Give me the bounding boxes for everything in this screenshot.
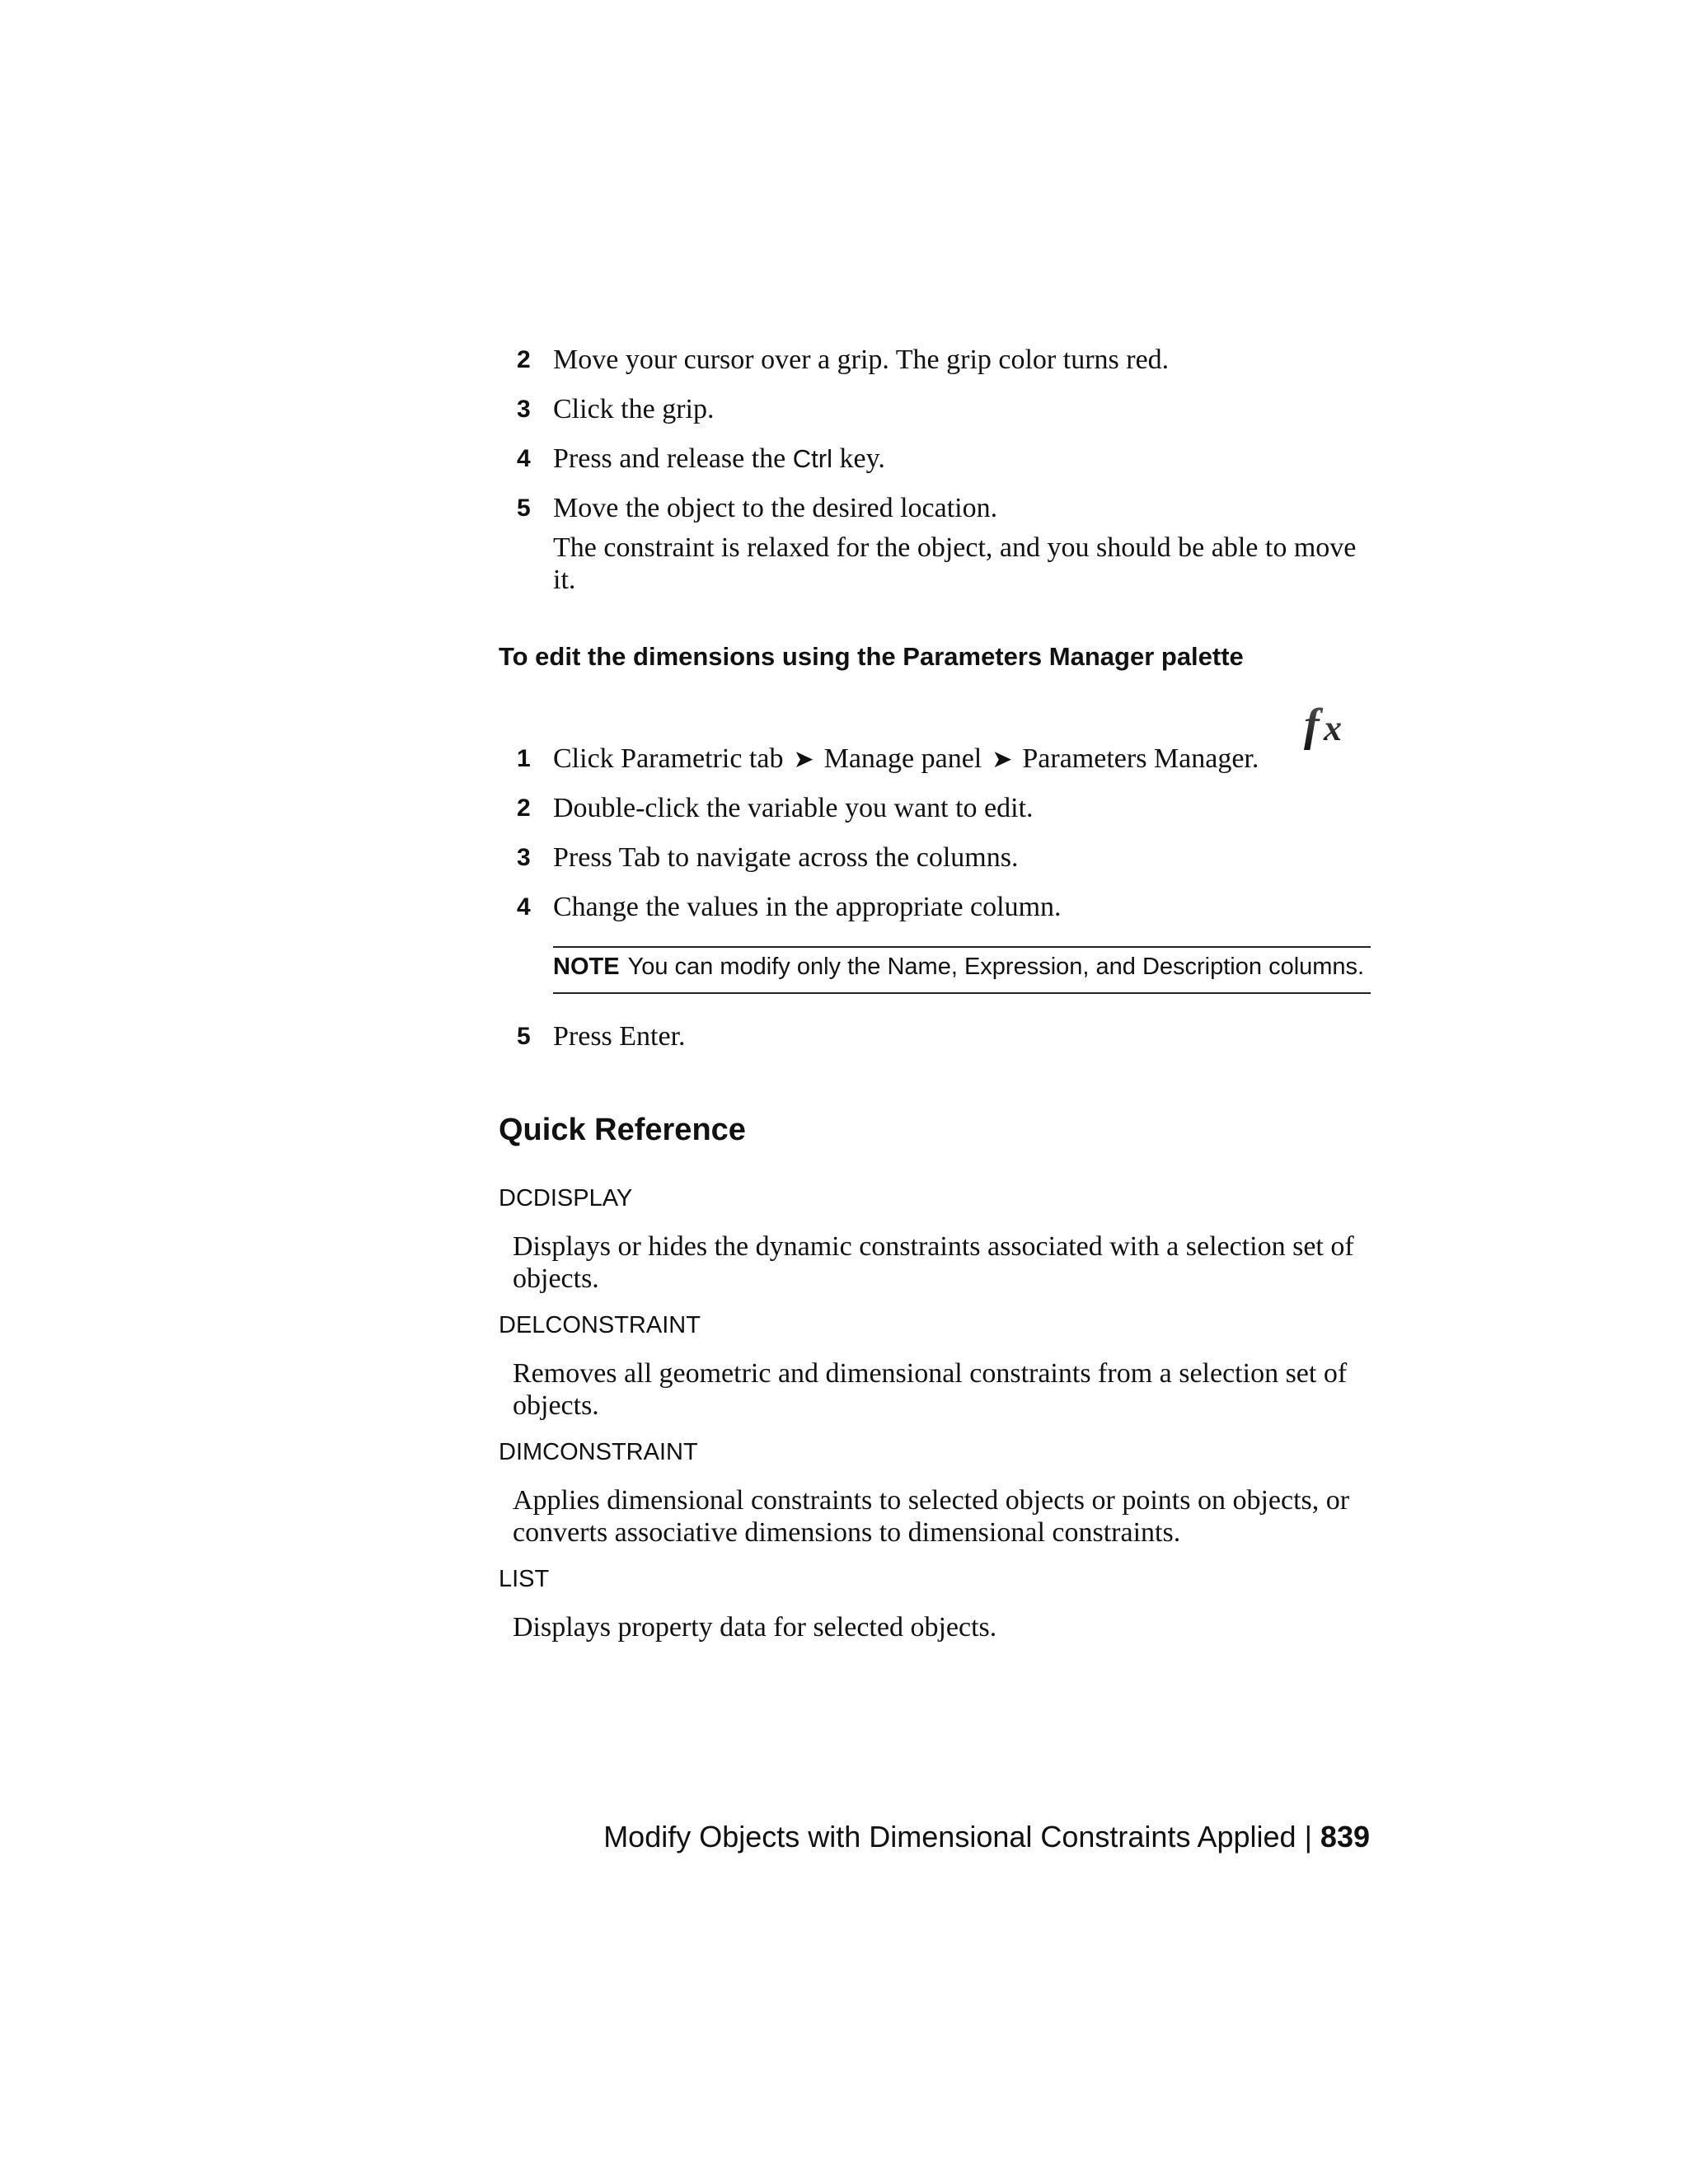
menu-path-command: Parameters Manager. — [1022, 743, 1259, 774]
footer-separator: | — [1296, 1820, 1320, 1854]
page-footer — [603, 1820, 1370, 1854]
step-text: Press Enter. — [553, 1021, 686, 1052]
step-number: 2 — [517, 794, 531, 822]
step-number: 3 — [517, 396, 531, 423]
step-text: Move your cursor over a grip. The grip color turns red. — [553, 344, 1170, 375]
step-text-before: Press and release the — [553, 443, 793, 474]
command-name: DELCONSTRAINT — [499, 1312, 701, 1338]
note-label: NOTE — [553, 954, 620, 980]
step-text: Press Tab to navigate across the columns. — [553, 842, 1019, 873]
command-name: LIST — [499, 1566, 550, 1592]
step-text — [553, 743, 1259, 776]
step-text: Move the object to the desired location. — [553, 493, 998, 523]
step-number: 4 — [517, 445, 531, 472]
procedure-heading: To edit the dimensions using the Parameters Manager palette — [499, 642, 1244, 671]
command-description: Displays property data for selected objects. — [513, 1612, 997, 1643]
step-number: 4 — [517, 893, 531, 921]
step-5-result: The constraint is relaxed for the object, and you should be able to move it. — [553, 532, 1357, 595]
menu-path-tab: Click Parametric tab — [553, 743, 784, 774]
step-number: 1 — [517, 745, 531, 772]
arrow-icon: ➤ — [992, 745, 1013, 774]
step-text: Change the values in the appropriate column. — [553, 892, 1062, 922]
svg-text:f: f — [1304, 700, 1320, 751]
svg-text:x: x — [1324, 708, 1342, 748]
menu-path-panel: Manage panel — [823, 743, 982, 774]
command-description: Removes all geometric and dimensional constraints from a selection set of objects. — [513, 1358, 1348, 1421]
note-content — [553, 954, 1364, 981]
quick-reference-title: Quick Reference — [499, 1113, 746, 1147]
command-name: DCDISPLAY — [499, 1185, 633, 1212]
step-number: 5 — [517, 1023, 531, 1050]
step-text — [553, 443, 885, 476]
note-text: You can modify only the Name, Expression, and Description columns. — [627, 954, 1365, 980]
step-number: 2 — [517, 346, 531, 373]
arrow-icon: ➤ — [793, 745, 814, 774]
ctrl-key-label: Ctrl — [792, 444, 832, 473]
page-number: 839 — [1320, 1820, 1370, 1854]
command-description: Displays or hides the dynamic constraints associated with a selection set of objects. — [513, 1231, 1354, 1294]
command-name: DIMCONSTRAINT — [499, 1439, 698, 1465]
step-text-after: key. — [832, 443, 885, 474]
note-box — [553, 946, 1371, 994]
command-description: Applies dimensional constraints to selected objects or points on objects, or converts associative dimensions to dimensional constraints. — [513, 1485, 1350, 1548]
step-number: 5 — [517, 494, 531, 522]
step-number: 3 — [517, 844, 531, 871]
footer-chapter-title: Modify Objects with Dimensional Constraints Applied — [603, 1820, 1296, 1854]
fx-icon — [1301, 699, 1358, 757]
step-text: Click the grip. — [553, 394, 715, 424]
step-text: Double-click the variable you want to edit. — [553, 793, 1034, 823]
